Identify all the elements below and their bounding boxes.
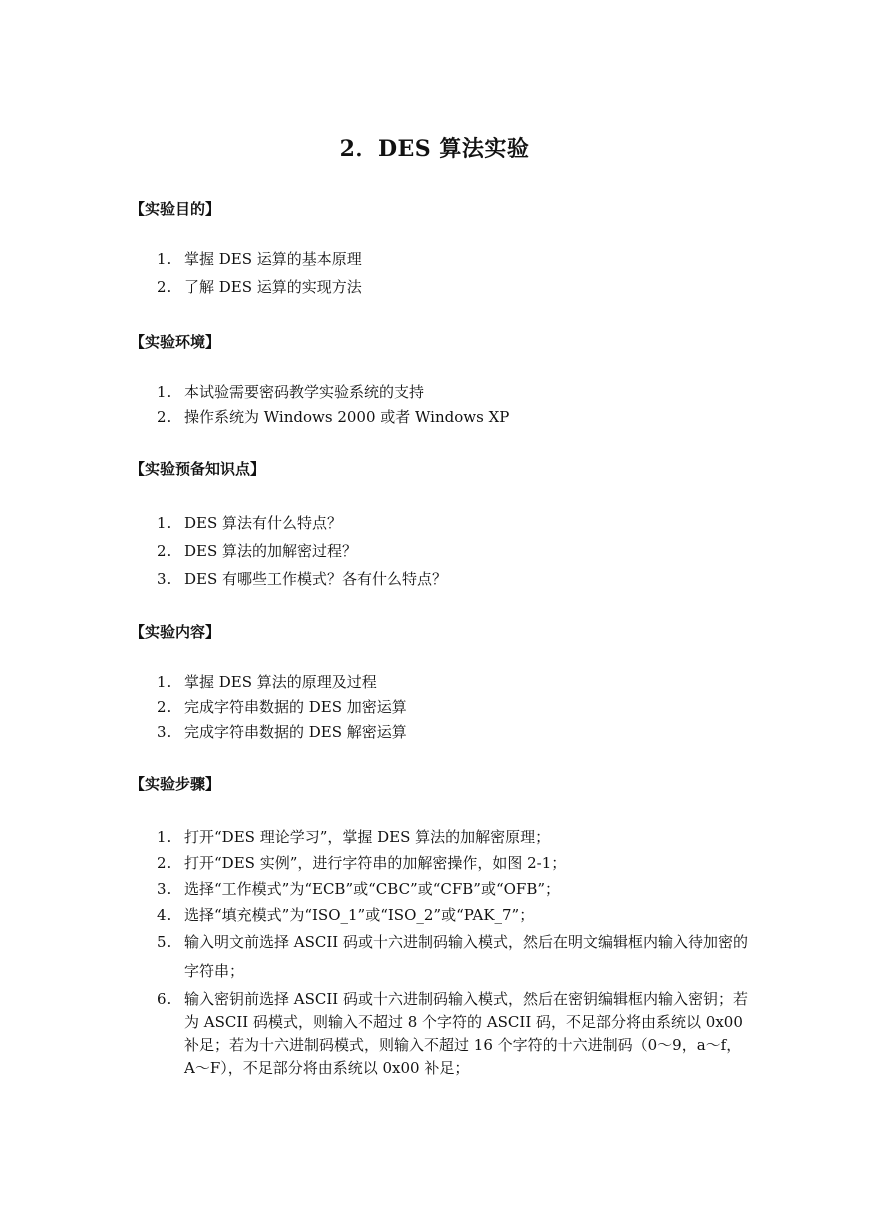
list-item: 2. 完成字符串数据的 DES 加密运算 [157, 698, 407, 716]
list-item: 1. 本试验需要密码教学实验系统的支持 [157, 383, 425, 401]
list-item: 2. 操作系统为 Windows 2000 或者 Windows XP [157, 408, 510, 426]
section-prerequisites [130, 457, 750, 593]
list-item: 6. 输入密钥前选择 ASCII 码或十六进制码输入模式，然后在密钥编辑框内输入密钥；若为 ASCII 码模式，则输入不超过 8 个字符的 ASCII 码，不足部分将由系统以 0x00 补足；若为十六进制码模式，则输入不超过 16 个字符的十六进制码（0～9，a～f，A～F），不足部分将由系统以 0x00 补足； [157, 990, 748, 1077]
list-item: 1. 掌握 DES 运算的基本原理 [157, 250, 362, 268]
list-item: 3. DES 有哪些工作模式？各有什么特点？ [157, 570, 448, 588]
list-item: 3. 完成字符串数据的 DES 解密运算 [157, 723, 407, 741]
section-heading: 【实验步骤】 [130, 775, 221, 793]
list-item: 3. 选择“工作模式”为“ECB”或“CBC”或“CFB”或“OFB”； [157, 880, 561, 898]
list-item: 1. DES 算法有什么特点？ [157, 514, 343, 532]
section-heading: 【实验预备知识点】 [130, 460, 266, 478]
section-purpose [130, 197, 750, 300]
list-item: 2. 打开“DES 实例”，进行字符串的加解密操作，如图 2-1； [157, 854, 567, 872]
list-item: 4. 选择“填充模式”为“ISO_1”或“ISO_2”或“PAK_7”； [157, 906, 535, 924]
prerequisites-list [130, 509, 750, 593]
environment-list [130, 380, 750, 430]
section-heading: 【实验内容】 [130, 623, 221, 641]
list-item: 1. 打开“DES 理论学习”，掌握 DES 算法的加解密原理； [157, 828, 551, 846]
section-heading: 【实验目的】 [130, 200, 221, 218]
page-title: 2．DES 算法实验 [339, 136, 530, 162]
list-item: 2. 了解 DES 运算的实现方法 [157, 278, 362, 296]
steps-list [130, 824, 750, 1080]
purpose-list [130, 247, 750, 300]
section-steps [130, 772, 750, 1080]
list-item: 1. 掌握 DES 算法的原理及过程 [157, 673, 377, 691]
list-item: 5. 输入明文前选择 ASCII 码或十六进制码输入模式，然后在明文编辑框内输入待加密的字符串； [157, 933, 748, 980]
list-item: 2. DES 算法的加解密过程？ [157, 542, 358, 560]
section-content [130, 620, 750, 745]
section-environment [130, 330, 750, 430]
content-list [130, 670, 750, 745]
section-heading: 【实验环境】 [130, 333, 221, 351]
